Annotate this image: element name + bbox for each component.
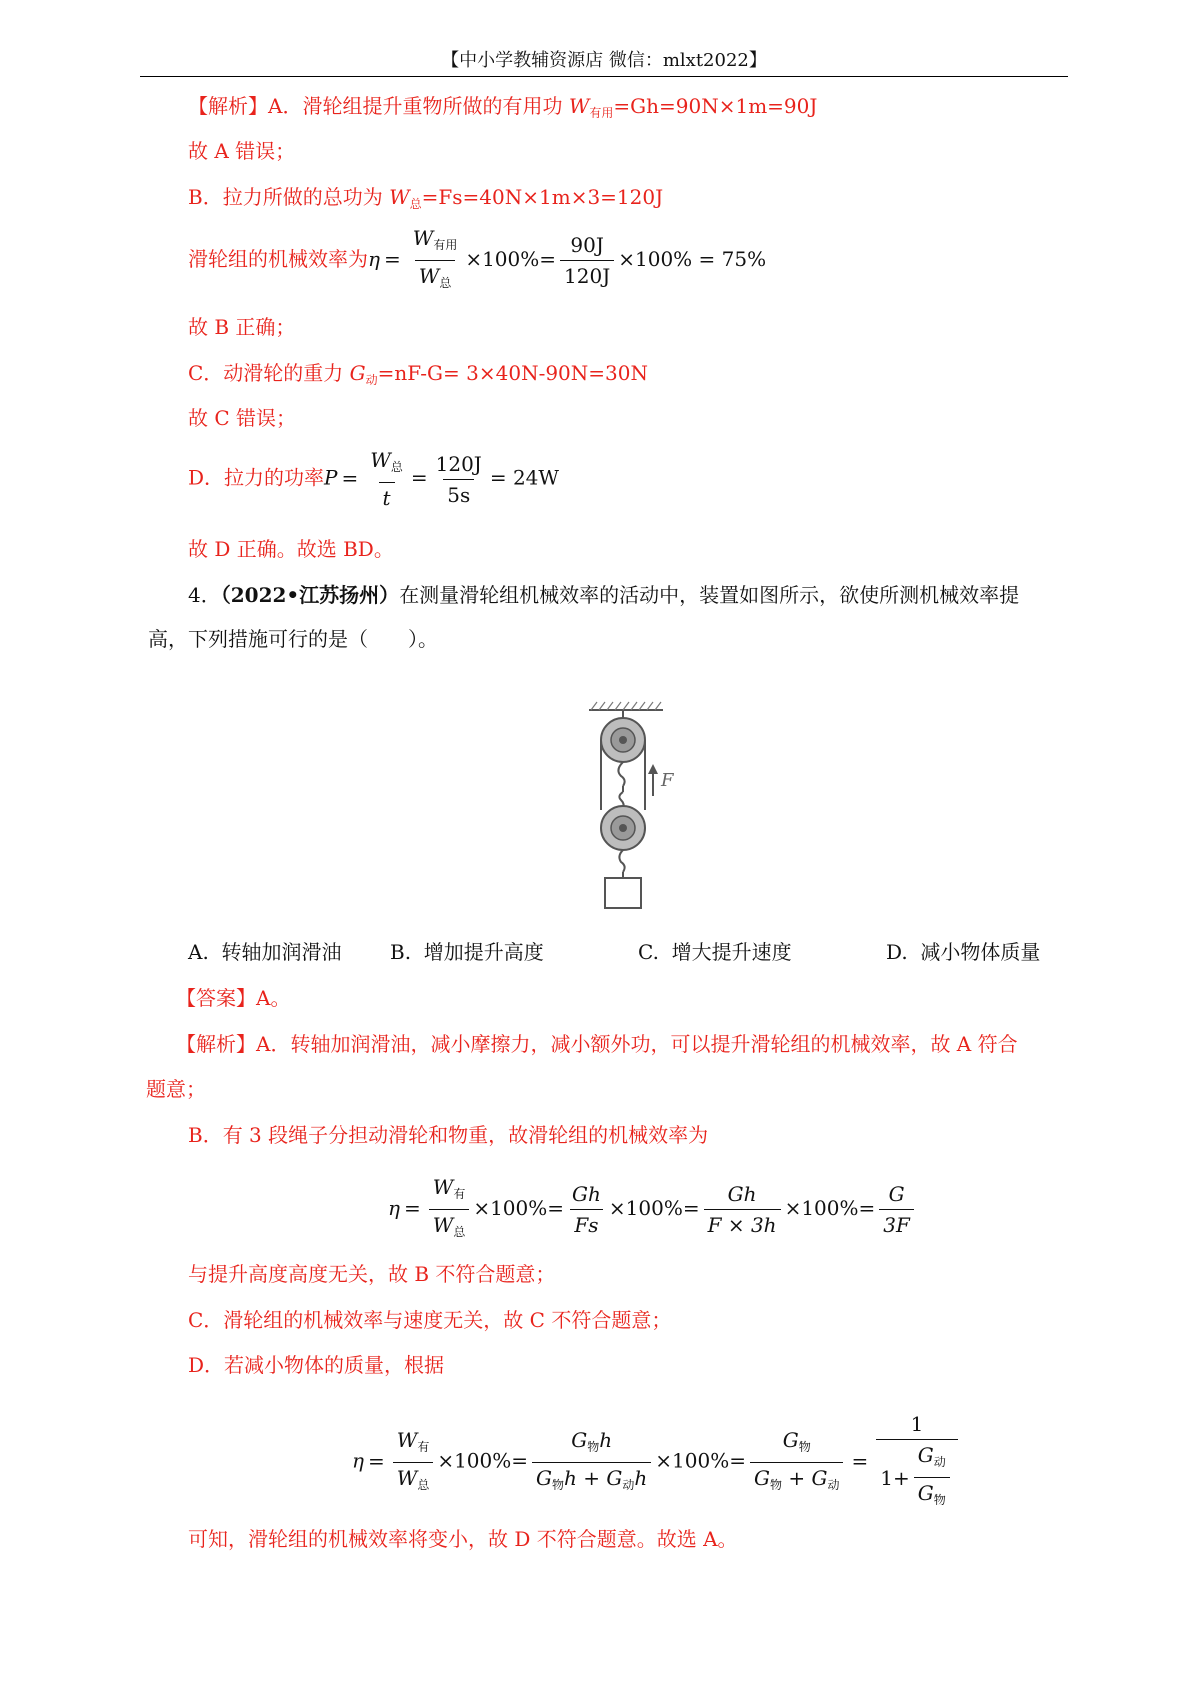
prev-c-conclusion: 故 C 错误； bbox=[188, 406, 297, 430]
movable-pulley-hook bbox=[619, 850, 624, 872]
question-4-stem-line2: 高，下列措施可行的是（ ）。 bbox=[148, 627, 438, 651]
force-label: F bbox=[661, 770, 674, 791]
force-arrow-head bbox=[648, 764, 658, 774]
page-header: 【中小学教辅资源店 微信：mlxt2022】 bbox=[441, 50, 767, 71]
option-d[interactable]: D. 减小物体质量 bbox=[886, 940, 1041, 964]
question-number: 4． bbox=[188, 583, 221, 607]
analysis-a-line1: 【解析】A．转轴加润滑油，减小摩擦力，减小额外功，可以提升滑轮组的机械效率，故 A 符合 bbox=[176, 1032, 1018, 1056]
pulley-system-figure bbox=[585, 700, 705, 910]
efficiency-equation-1: η = $\frac{W_有}{W_总}$ ×100%= $\frac{Gh}{Fs}$ ×100%= $\frac{Gh}{F \times 3h}$ ×100%= $\frac{G}{3F}$ bbox=[388, 1175, 918, 1244]
question-source: （2022•江苏扬州） bbox=[220, 583, 400, 607]
answer: 【答案】A。 bbox=[176, 986, 291, 1010]
fraction: $\frac{90J}{120J}$ bbox=[560, 233, 614, 288]
fraction: $\frac{120J}{5s}$ bbox=[435, 451, 482, 507]
analysis-c-line: C．滑轮组的机械效率与速度无关，故 C 不符合题意； bbox=[188, 1308, 672, 1332]
option-a[interactable]: A. 转轴加润滑油 bbox=[188, 940, 342, 964]
analysis-b-conclusion: 与提升高度高度无关，故 B 不符合题意； bbox=[188, 1262, 556, 1286]
analysis-a-line2: 题意； bbox=[146, 1077, 206, 1101]
fraction: $\frac{W_{有用}}{W_总}$ bbox=[409, 226, 462, 295]
fraction: $\frac{G}{3F}$ bbox=[879, 1182, 914, 1237]
weight-block bbox=[605, 878, 641, 908]
fraction: $\frac{Gh}{Fs}$ bbox=[572, 1182, 601, 1237]
fixed-pulley-hook bbox=[618, 762, 624, 786]
prev-power-equation: D．拉力的功率P = $\frac{W_总}{t}$ = $\frac{120J}{5s}$ = 24W bbox=[188, 448, 559, 510]
option-b[interactable]: B. 增加提升高度 bbox=[390, 940, 544, 964]
prev-efficiency-equation: 滑轮组的机械效率为η = $\frac{W_{有用}}{W_总}$ ×100%= $\frac{90J}{120J}$ ×100% = 75% bbox=[188, 226, 766, 295]
analysis-d-line: D．若减小物体的质量，根据 bbox=[188, 1353, 445, 1377]
fraction: $\frac{W_有}{W_总}$ bbox=[429, 1175, 470, 1244]
option-c[interactable]: C. 增大提升速度 bbox=[638, 940, 792, 964]
analysis-tag: 【解析】 bbox=[188, 94, 268, 118]
prev-analysis-c: C．动滑轮的重力 $G_动=nF-G= 3\times 40N-90N=30N$ bbox=[188, 361, 648, 387]
efficiency-equation-2: η = $\frac{W_有}{W_总}$ ×100%= $\frac{G_物h}{G_物h + G_动h}$ ×100%= $\frac{G_物}{G_物 + G_动}$ = 1 1+ $\frac{G_动}{G_物}$ bbox=[352, 1412, 962, 1512]
fraction: $\frac{G_物}{G_物 + G_动}$ bbox=[750, 1428, 843, 1497]
nested-fraction: $\frac{G_动}{G_物}$ bbox=[914, 1443, 950, 1512]
prev-b-conclusion: 故 B 正确； bbox=[188, 315, 296, 339]
fraction: $\frac{W_总}{t}$ bbox=[370, 448, 403, 510]
fraction: $\frac{Gh}{F \times 3h}$ bbox=[704, 1182, 781, 1237]
prev-analysis-a: 【解析】A．滑轮组提升重物所做的有用功 $W_{有用}=Gh=90N\times 1m=90J$ bbox=[188, 94, 818, 120]
prev-analysis-b: B．拉力所做的总功为 $W_总=Fs=40N\times 1m\times 3=120J$ bbox=[188, 185, 664, 211]
final-conclusion: 可知，滑轮组的机械效率将变小，故 D 不符合题意。故选 A。 bbox=[188, 1527, 738, 1551]
header-divider bbox=[140, 76, 1068, 77]
ceiling-hatch bbox=[591, 702, 661, 710]
prev-d-conclusion: 故 D 正确。故选 BD。 bbox=[188, 537, 394, 561]
fraction: $\frac{G_物h}{G_物h + G_动h}$ bbox=[532, 1428, 651, 1497]
prev-a-conclusion: 故 A 错误； bbox=[188, 139, 296, 163]
analysis-b-line: B．有 3 段绳子分担动滑轮和物重，故滑轮组的机械效率为 bbox=[188, 1123, 709, 1147]
fraction: $\frac{W_有}{W_总}$ bbox=[393, 1428, 434, 1497]
question-4-stem-line1: 4．（2022•江苏扬州）在测量滑轮组机械效率的活动中，装置如图所示，欲使所测机械效率提 bbox=[188, 583, 1020, 607]
fraction: 1 1+ $\frac{G_动}{G_物}$ bbox=[876, 1412, 957, 1512]
